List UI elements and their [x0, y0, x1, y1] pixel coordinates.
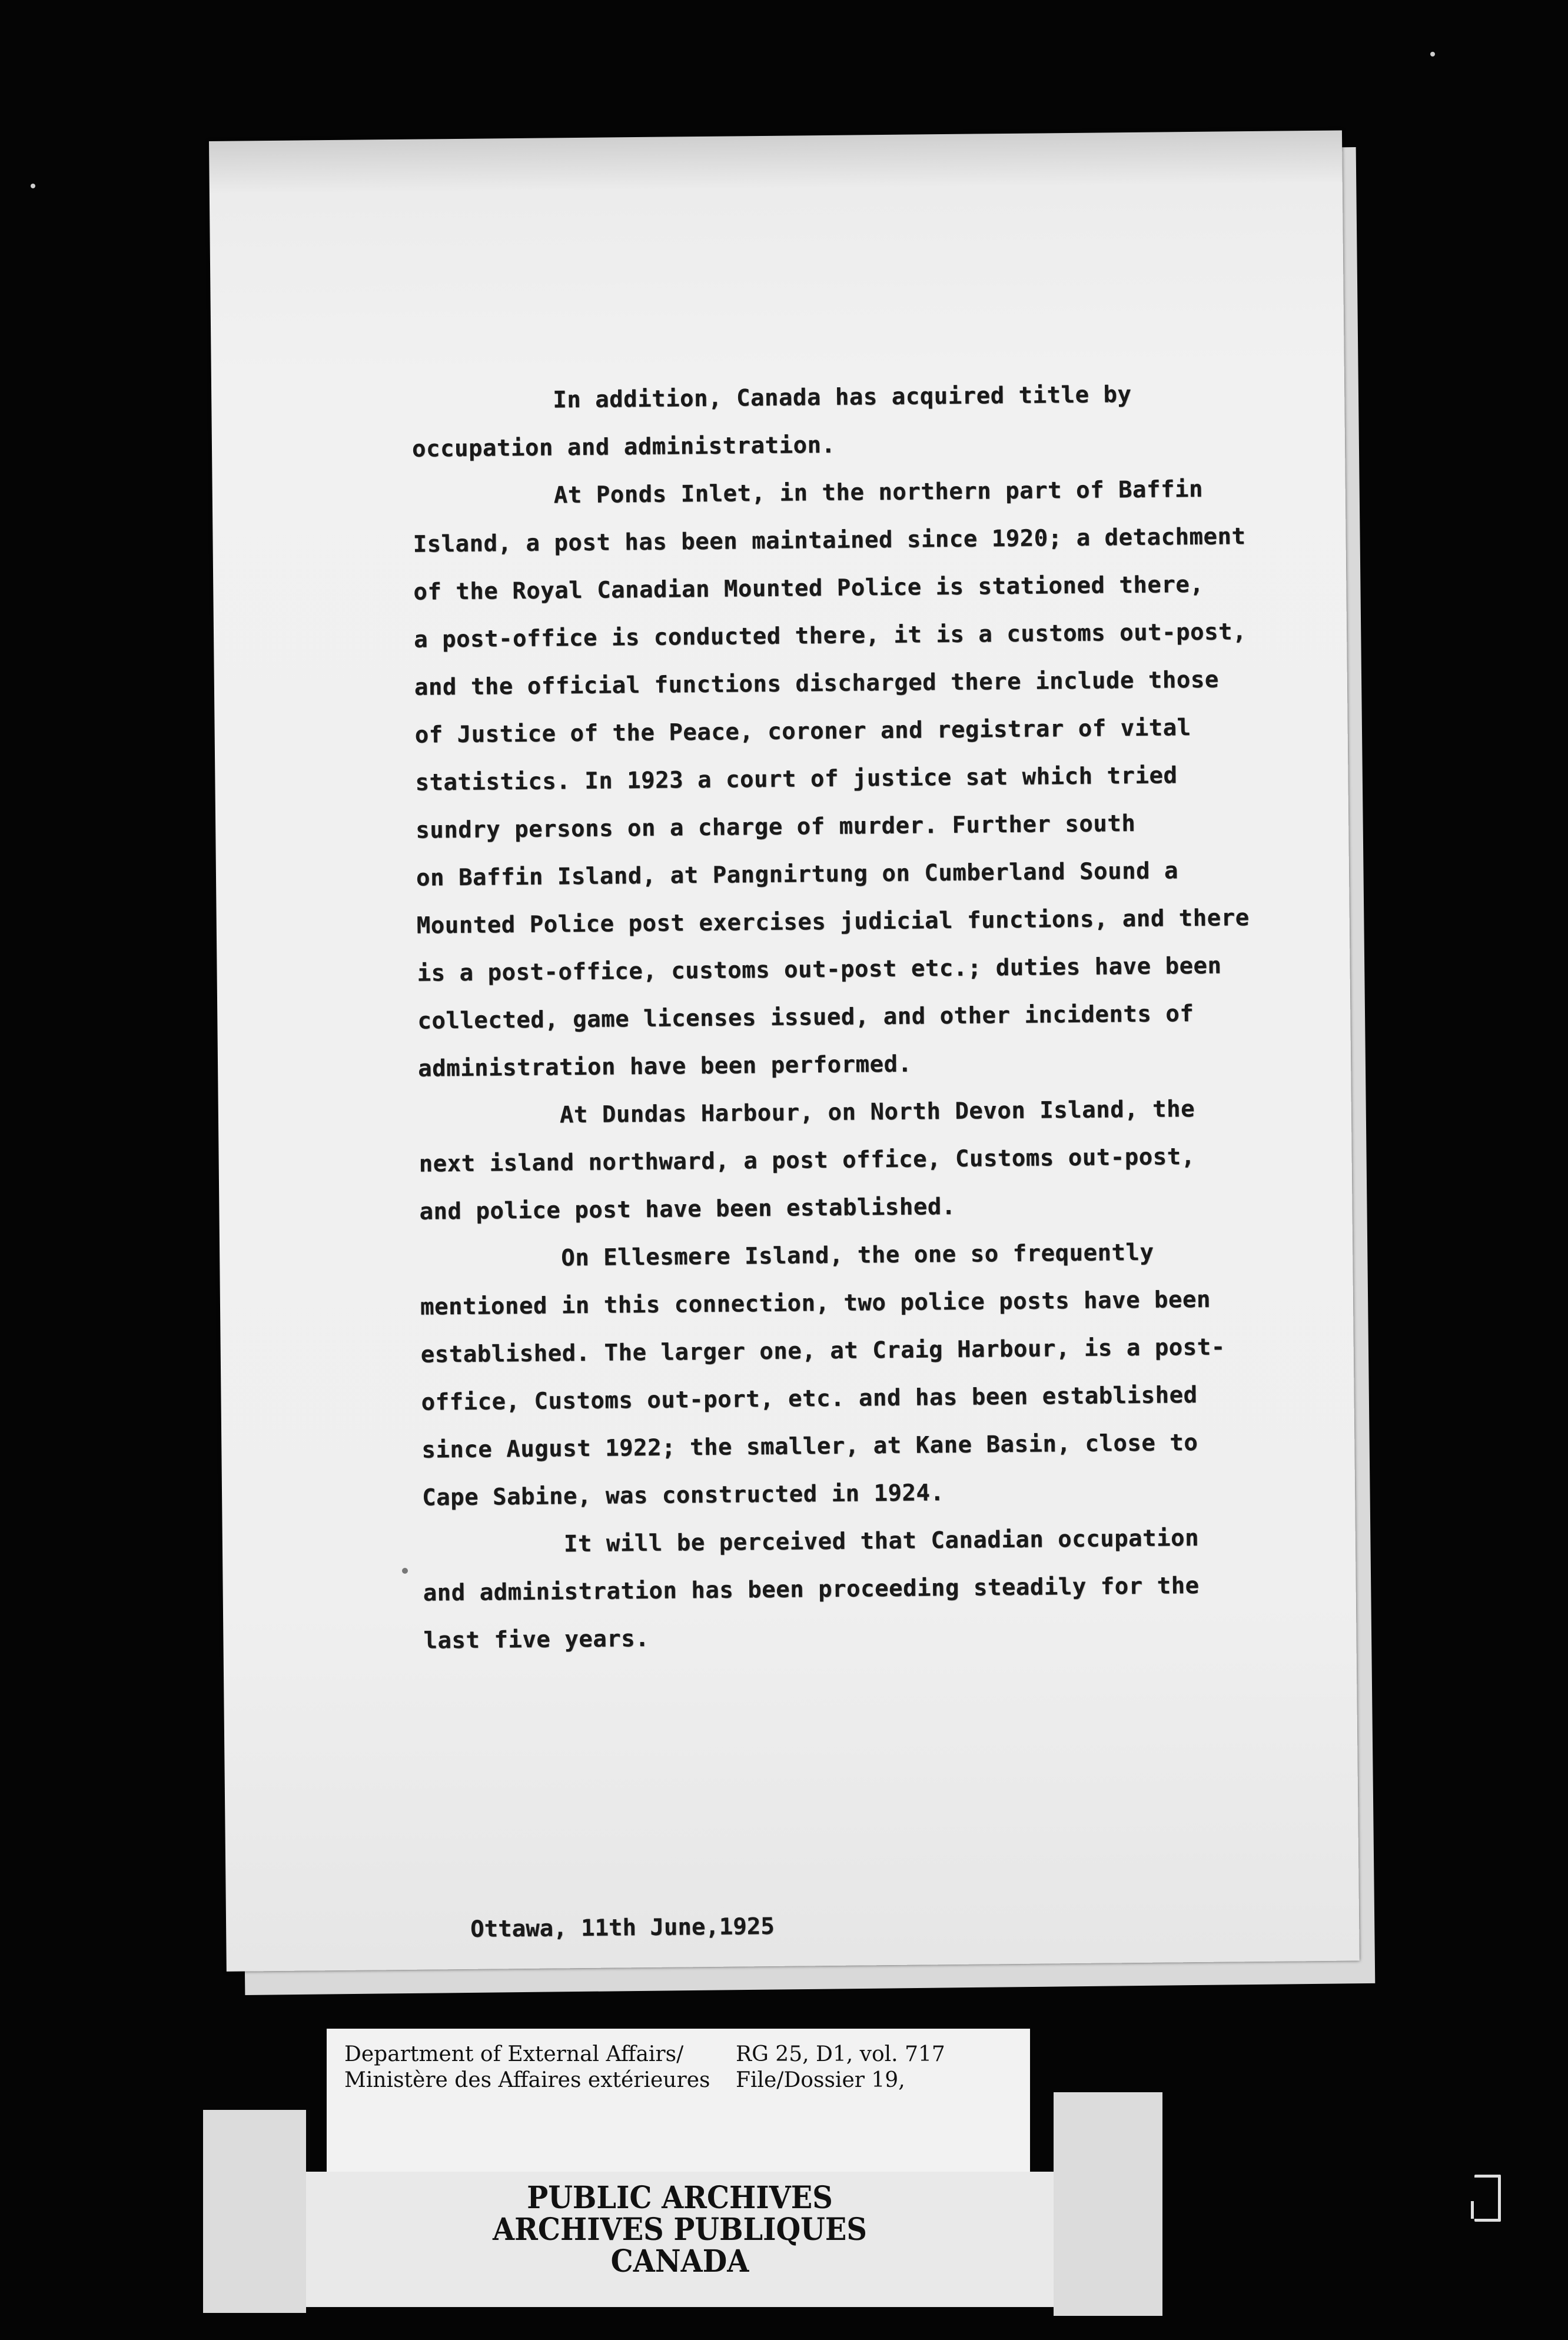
document-line: and police post have been established. [419, 1193, 956, 1225]
document-line: is a post-office, customs out-post etc.; duties have been [417, 952, 1222, 987]
film-frame-mark-icon [1474, 2175, 1501, 2222]
file-reference-label [736, 2042, 945, 2093]
document-line: statistics. In 1923 a court of justice sat which tried [415, 762, 1178, 796]
film-speck [31, 184, 35, 188]
stamp-line: CANADA [610, 2243, 749, 2279]
document-line: established. The larger one, at Craig Harbour, is a post- [420, 1334, 1225, 1368]
department-label [344, 2042, 710, 2093]
department-label-line: Ministère des Affaires extérieures [344, 2068, 710, 2092]
document-line: sundry persons on a charge of murder. Further south [416, 810, 1136, 844]
card-tab-right [1054, 2092, 1162, 2316]
document-body [411, 369, 1318, 1664]
card-tab-left [203, 2110, 306, 2313]
document-line: office, Customs out-port, etc. and has been established [421, 1381, 1198, 1416]
document-line: Mounted Police post exercises judicial functions, and there [416, 905, 1250, 939]
document-line: next island northward, a post office, Customs out-post, [418, 1143, 1195, 1178]
document-line: and the official functions discharged there include those [414, 666, 1219, 701]
document-line: Cape Sabine, was constructed in 1924. [421, 1480, 945, 1511]
closing-dateline: Ottawa, 11th June,1925 [470, 1913, 775, 1943]
document-line: a post-office is conducted there, it is a customs out-post, [413, 619, 1247, 653]
archives-stamp [306, 2172, 1054, 2307]
film-speck [1430, 52, 1435, 56]
stamp-line: PUBLIC ARCHIVES [527, 2180, 833, 2216]
document-line: mentioned in this connection, two police posts have been [420, 1286, 1211, 1321]
document-line: occupation and administration. [411, 431, 836, 463]
document-line: In addition, Canada has acquired title by [553, 381, 1132, 414]
document-line: collected, game licenses issued, and other incidents of [417, 1001, 1194, 1035]
document-line: and administration has been proceeding steadily for the [423, 1572, 1200, 1607]
document-line: It will be perceived that Canadian occupation [563, 1524, 1200, 1558]
document-line: on Baffin Island, at Pangnirtung on Cumberland Sound a [416, 857, 1179, 892]
document-line: of the Royal Canadian Mounted Police is stationed there, [413, 571, 1204, 606]
document-line: since August 1922; the smaller, at Kane Basin, close to [421, 1429, 1198, 1464]
document-line: At Dundas Harbour, on North Devon Island, the [559, 1095, 1195, 1129]
archives-stamp-text [336, 2182, 1024, 2278]
document-line: of Justice of the Peace, coroner and registrar of vital [414, 714, 1191, 749]
document-line: administration have been performed. [417, 1051, 912, 1082]
file-reference-line: File/Dossier 19, [736, 2068, 905, 2092]
film-speck [402, 1568, 408, 1574]
document-line: On Ellesmere Island, the one so frequently [561, 1239, 1154, 1272]
archive-reference-label [327, 2029, 1030, 2182]
file-reference-line: RG 25, D1, vol. 717 [736, 2042, 945, 2066]
stamp-line: ARCHIVES PUBLIQUES [493, 2212, 867, 2248]
typed-document-page [209, 131, 1360, 1972]
document-line: last five years. [423, 1625, 650, 1654]
department-label-line: Department of External Affairs/ [344, 2042, 684, 2066]
document-line: Island, a post has been maintained since 1920; a detachment [413, 523, 1246, 558]
document-line: At Ponds Inlet, in the northern part of Baffin [553, 476, 1204, 509]
